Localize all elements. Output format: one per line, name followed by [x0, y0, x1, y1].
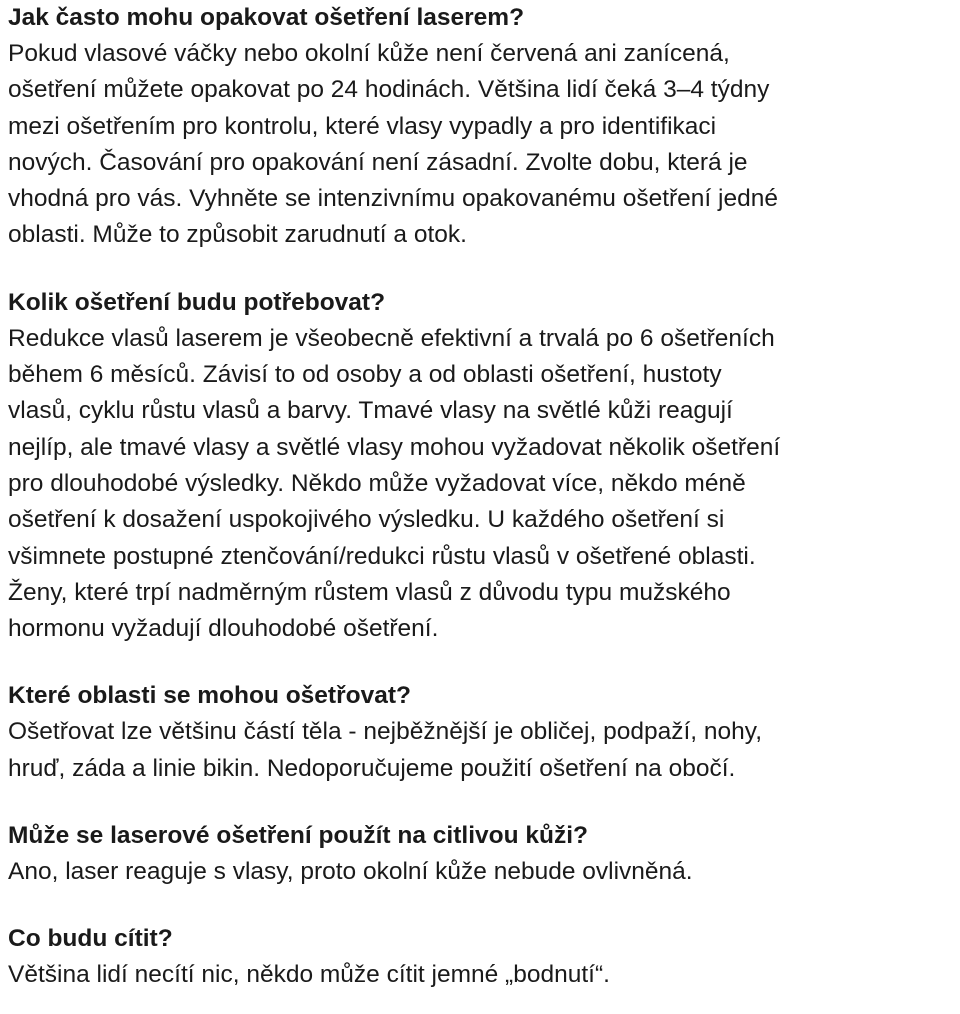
faq-question: Které oblasti se mohou ošetřovat?: [8, 682, 411, 710]
faq-section-treatable-areas: [8, 678, 953, 787]
answer-line: nejlíp, ale tmavé vlasy a světlé vlasy mohou vyžadovat několik ošetření: [8, 433, 781, 461]
faq-answer: [8, 321, 953, 648]
faq-question: Může se laserové ošetření použít na citlivou kůži?: [8, 822, 588, 850]
faq-section-treatment-count: [8, 285, 953, 648]
answer-line: Většina lidí necítí nic, někdo může cítit jemné „bodnutí“.: [8, 961, 610, 989]
answer-line: hormonu vyžadují dlouhodobé ošetření.: [8, 615, 439, 643]
answer-line: Ošetřovat lze většinu částí těla - nejběžnější je obličej, podpaží, nohy,: [8, 718, 763, 746]
faq-question: Kolik ošetření budu potřebovat?: [8, 288, 386, 316]
faq-section-repeat-treatment: [8, 0, 953, 254]
answer-line: hruď, záda a linie bikin. Nedoporučujeme použití ošetření na obočí.: [8, 754, 736, 782]
answer-line: oblasti. Může to způsobit zarudnutí a otok.: [8, 221, 467, 249]
answer-line: ošetření k dosažení uspokojivého výsledku. U každého ošetření si: [8, 506, 725, 534]
answer-line: Ženy, které trpí nadměrným růstem vlasů z důvodu typu mužského: [8, 578, 731, 606]
answer-line: Ano, laser reaguje s vlasy, proto okolní kůže nebude ovlivněná.: [8, 858, 693, 886]
faq-answer: [8, 36, 953, 254]
answer-line: všimnete postupné ztenčování/redukci růstu vlasů v ošetřené oblasti.: [8, 542, 756, 570]
answer-line: vlasů, cyklu růstu vlasů a barvy. Tmavé vlasy na světlé kůži reagují: [8, 397, 733, 425]
answer-line: vhodná pro vás. Vyhněte se intenzivnímu opakovanému ošetření jedné: [8, 185, 778, 213]
answer-line: mezi ošetřením pro kontrolu, které vlasy vypadly a pro identifikaci: [8, 112, 717, 140]
faq-answer: [8, 714, 953, 787]
answer-line: pro dlouhodobé výsledky. Někdo může vyžadovat více, někdo méně: [8, 469, 746, 497]
faq-answer: [8, 854, 953, 890]
faq-question: Co budu cítit?: [8, 925, 173, 953]
answer-line: ošetření můžete opakovat po 24 hodinách. Většina lidí čeká 3–4 týdny: [8, 76, 770, 104]
faq-document: [8, 0, 953, 994]
faq-section-sensitive-skin: [8, 818, 953, 890]
answer-line: Redukce vlasů laserem je všeobecně efektivní a trvalá po 6 ošetřeních: [8, 324, 775, 352]
answer-line: nových. Časování pro opakování není zásadní. Zvolte dobu, která je: [8, 148, 748, 176]
faq-answer: [8, 957, 953, 993]
answer-line: během 6 měsíců. Závisí to od osoby a od oblasti ošetření, hustoty: [8, 361, 722, 389]
faq-question: Jak často mohu opakovat ošetření laserem?: [8, 4, 525, 31]
answer-line: Pokud vlasové váčky nebo okolní kůže není červená ani zanícená,: [8, 40, 730, 67]
faq-section-sensation: [8, 921, 953, 993]
